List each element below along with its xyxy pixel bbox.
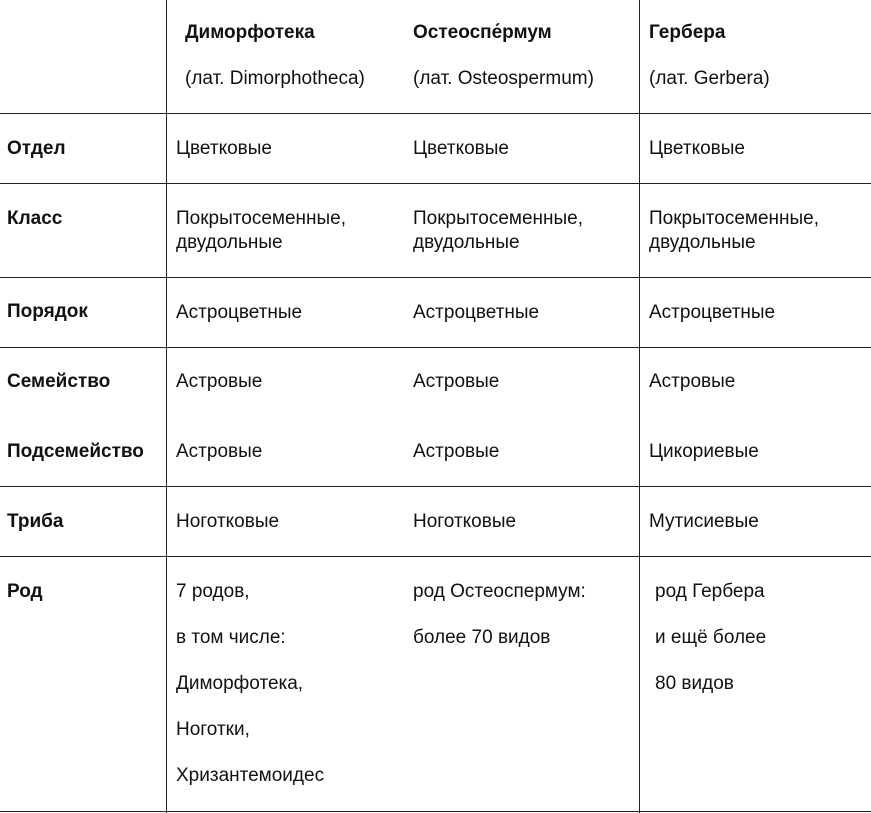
row-divider (0, 811, 871, 812)
class-osteospermum (413, 207, 583, 255)
row-divider (0, 347, 871, 348)
genus-line: Диморфотека, (176, 673, 304, 694)
class-dimorphotheca (176, 207, 346, 255)
header-osteospermum-latin: (лат. Osteospermum) (413, 68, 594, 89)
header-dimorphotheca-name: Диморфотека (185, 22, 315, 43)
subfamily-osteospermum: Астровые (413, 441, 500, 462)
class-gerbera (649, 207, 819, 255)
class-line: двудольные (176, 232, 283, 253)
family-osteospermum: Астровые (413, 371, 500, 392)
row-label-family: Семейство (7, 371, 111, 392)
class-line: Покрытосеменные, (176, 208, 346, 229)
header-gerbera-latin: (лат. Gerbera) (649, 68, 770, 89)
division-osteospermum: Цветковые (413, 138, 509, 159)
tribe-dimorphotheca: Ноготковые (176, 511, 280, 532)
genus-line: Ноготки, (176, 719, 250, 740)
genus-gerbera (655, 580, 766, 718)
row-label-order: Порядок (7, 301, 88, 322)
genus-line: более 70 видов (413, 627, 551, 648)
header-dimorphotheca-latin: (лат. Dimorphotheca) (185, 68, 365, 89)
division-gerbera: Цветковые (649, 138, 745, 159)
row-label-class: Класс (7, 208, 63, 229)
family-dimorphotheca: Астровые (176, 371, 263, 392)
row-divider (0, 183, 871, 184)
header-osteospermum-name: Остеоспе́рмум (413, 22, 552, 43)
genus-line: 7 родов, (176, 581, 250, 602)
row-divider (0, 113, 871, 114)
genus-line: в том числе: (176, 627, 286, 648)
class-line: двудольные (413, 232, 520, 253)
genus-line: 80 видов (655, 673, 734, 694)
row-divider (0, 556, 871, 557)
row-divider (0, 486, 871, 487)
order-osteospermum: Астроцветные (413, 302, 540, 323)
genus-dimorphotheca (176, 580, 324, 810)
class-line: Покрытосеменные, (649, 208, 819, 229)
row-label-tribe: Триба (7, 511, 64, 532)
tribe-osteospermum: Ноготковые (413, 511, 517, 532)
class-line: Покрытосеменные, (413, 208, 583, 229)
row-divider (0, 277, 871, 278)
row-label-genus: Род (7, 581, 43, 602)
class-line: двудольные (649, 232, 756, 253)
column-divider (166, 0, 167, 813)
division-dimorphotheca: Цветковые (176, 138, 272, 159)
order-gerbera: Астроцветные (649, 302, 776, 323)
genus-line: Хризантемоидес (176, 765, 325, 786)
row-label-division: Отдел (7, 138, 66, 159)
subfamily-dimorphotheca: Астровые (176, 441, 263, 462)
genus-osteospermum (413, 580, 586, 672)
row-label-subfamily: Подсемейство (7, 441, 144, 462)
column-divider (639, 0, 640, 813)
header-gerbera-name: Гербера (649, 22, 726, 43)
tribe-gerbera: Мутисиевые (649, 511, 759, 532)
genus-line: и ещё более (655, 627, 767, 648)
genus-line: род Гербера (655, 581, 765, 602)
family-gerbera: Астровые (649, 371, 736, 392)
genus-line: род Остеоспермум: (413, 581, 586, 602)
subfamily-gerbera: Цикориевые (649, 441, 759, 462)
order-dimorphotheca: Астроцветные (176, 302, 303, 323)
